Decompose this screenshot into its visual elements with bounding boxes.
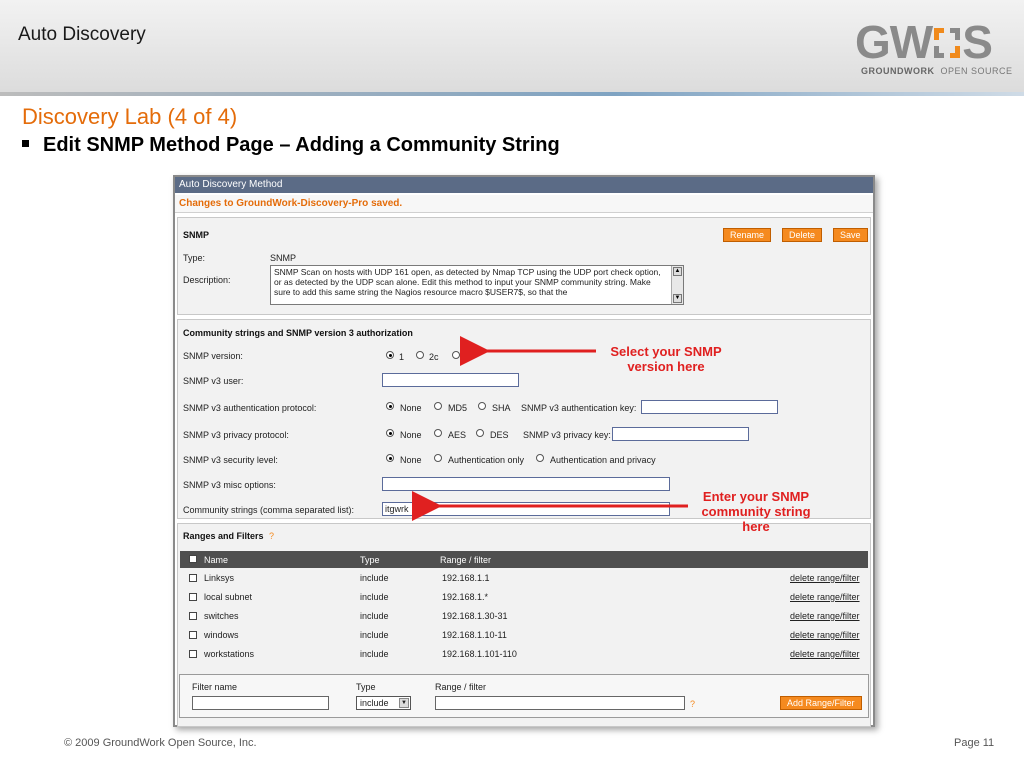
auth-sha-label: SHA [492, 403, 511, 413]
auth-md5-label: MD5 [448, 403, 468, 413]
version-1-label: 1 [399, 352, 405, 362]
filter-type-label: Type [356, 682, 376, 692]
col-type: Type [360, 555, 380, 565]
row-name: switches [204, 611, 239, 621]
add-range-filter-button[interactable]: Add Range/Filter [780, 696, 862, 710]
snmp-version-callout [596, 344, 736, 374]
version-2c-label: 2c [429, 352, 439, 362]
row-type: include [360, 592, 389, 602]
header-title: Auto Discovery [18, 24, 146, 45]
filter-range-label: Range / filter [435, 682, 487, 692]
version-3-label: 3 [465, 352, 471, 362]
lab-subtitle-text: Edit SNMP Method Page – Adding a Community String [43, 134, 560, 156]
row-range: 192.168.1.1 [442, 573, 490, 583]
security-none-label: None [400, 455, 422, 465]
priv-key-label: SNMP v3 privacy key: [523, 430, 611, 440]
row-range: 192.168.1.10-11 [442, 630, 507, 640]
description-label: Description: [183, 275, 231, 285]
scroll-up-icon[interactable]: ▲ [674, 268, 681, 274]
priv-protocol-label: SNMP v3 privacy protocol: [183, 430, 289, 440]
col-name: Name [204, 555, 229, 565]
row-type: include [360, 611, 389, 621]
callout-line: here [742, 519, 770, 534]
scroll-down-icon[interactable]: ▼ [674, 295, 681, 301]
row-type: include [360, 630, 389, 640]
auth-none-label: None [400, 403, 422, 413]
row-name: local subnet [204, 592, 253, 602]
row-range: 192.168.1.* [442, 592, 489, 602]
filter-type-value: include [360, 698, 389, 708]
priv-des-label: DES [490, 430, 509, 440]
logo-subtitle: GROUNDWORK OPEN SOURCE [861, 66, 1013, 76]
type-value: SNMP [270, 253, 297, 263]
rename-button[interactable]: Rename [723, 228, 771, 242]
save-button[interactable]: Save [833, 228, 868, 242]
row-name: workstations [204, 649, 255, 659]
row-name: Linksys [204, 573, 235, 583]
delete-range-link[interactable]: delete range/filter [790, 573, 860, 583]
delete-range-link[interactable]: delete range/filter [790, 649, 860, 659]
callout-line: Select your SNMP [610, 344, 722, 359]
row-name: windows [204, 630, 239, 640]
description-text: SNMP Scan on hosts with UDP 161 open, as detected by Nmap TCP using the UDP port check option, or as detected by the UDP scan alone. Edit this method to input your SNMP community string. Make sure to add this same string the Nagios resource macro $USER7$, so that the [274, 267, 661, 297]
lab-title: Discovery Lab (4 of 4) [22, 104, 238, 129]
snmp-version-label: SNMP version: [183, 351, 243, 361]
row-range: 192.168.1.30-31 [442, 611, 508, 621]
filter-name-label: Filter name [192, 682, 238, 692]
community-heading: Community strings and SNMP version 3 authorization [183, 328, 413, 338]
community-strings-input[interactable]: itgwrk [382, 502, 670, 516]
delete-range-link[interactable]: delete range/filter [790, 630, 860, 640]
priv-none-label: None [400, 430, 422, 440]
community-string-callout [688, 489, 824, 534]
chevron-down-icon[interactable]: ▼ [399, 698, 409, 708]
row-range: 192.168.1.101-110 [442, 649, 517, 659]
saved-message: Changes to GroundWork-Discovery-Pro saved. [175, 195, 873, 213]
delete-range-link[interactable]: delete range/filter [790, 611, 860, 621]
method-heading: SNMP [183, 230, 210, 240]
ranges-heading-text: Ranges and Filters [183, 531, 264, 541]
window-title: Auto Discovery Method [175, 177, 873, 193]
delete-button[interactable]: Delete [782, 228, 822, 242]
col-range: Range / filter [440, 555, 492, 565]
callout-line: community string [701, 504, 811, 519]
ranges-help-icon[interactable]: ? [269, 531, 275, 541]
auth-key-label: SNMP v3 authentication key: [521, 403, 637, 413]
row-type: include [360, 573, 389, 583]
security-auth-only-label: Authentication only [448, 455, 525, 465]
type-label: Type: [183, 253, 206, 263]
footer-copyright: © 2009 GroundWork Open Source, Inc. [64, 737, 257, 749]
logo-mark: GW S [855, 16, 992, 68]
row-type: include [360, 649, 389, 659]
misc-options-label: SNMP v3 misc options: [183, 480, 276, 490]
delete-range-link[interactable]: delete range/filter [790, 592, 860, 602]
footer-page-number: Page 11 [954, 737, 995, 749]
v3-user-label: SNMP v3 user: [183, 376, 244, 386]
callout-line: Enter your SNMP [702, 489, 810, 504]
security-level-label: SNMP v3 security level: [183, 455, 278, 465]
security-auth-privacy-label: Authentication and privacy [550, 455, 656, 465]
auth-protocol-label: SNMP v3 authentication protocol: [183, 403, 317, 413]
callout-line: version here [627, 359, 705, 374]
filter-help-icon[interactable]: ? [690, 699, 696, 709]
priv-aes-label: AES [448, 430, 467, 440]
community-strings-label: Community strings (comma separated list): [183, 505, 355, 515]
